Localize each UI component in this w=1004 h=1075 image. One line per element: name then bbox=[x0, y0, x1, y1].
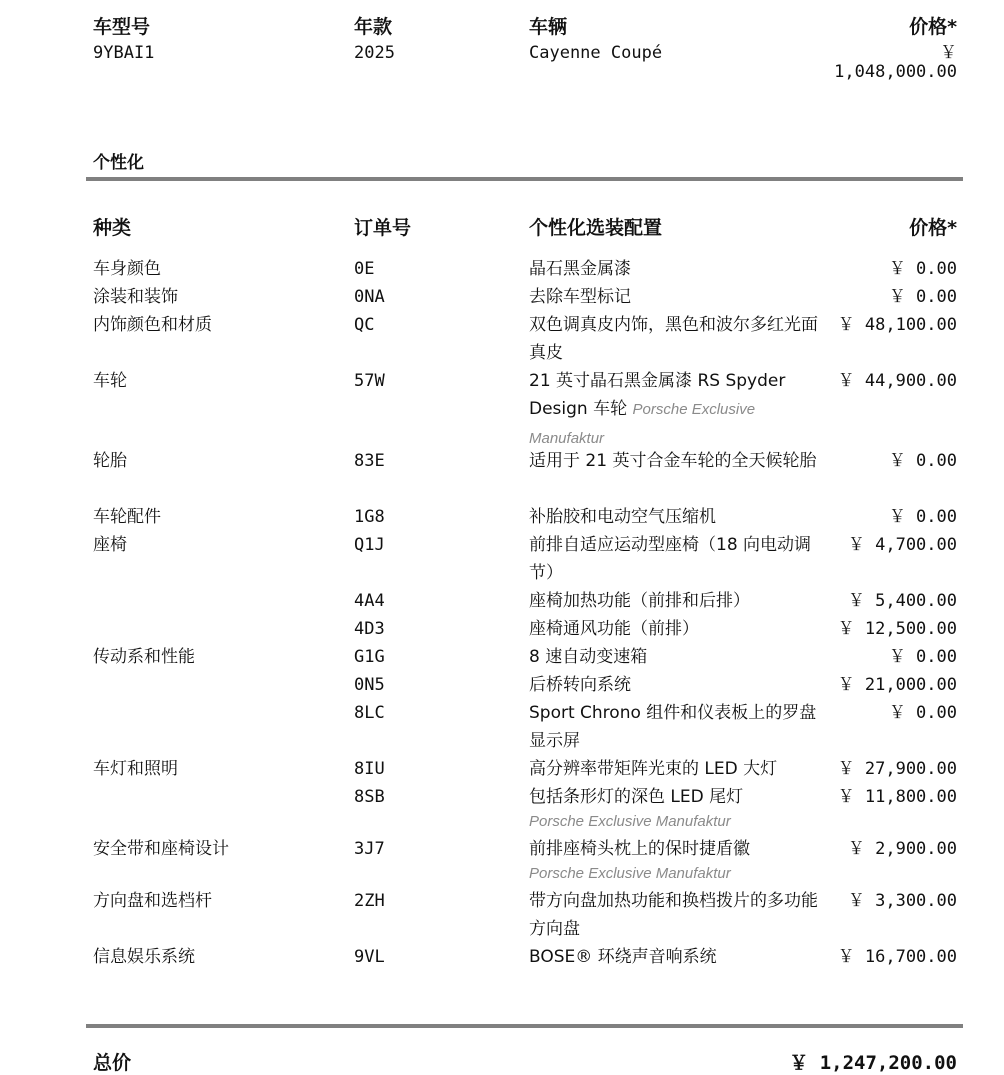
row-code: QC bbox=[354, 315, 375, 335]
row-note: Porsche Exclusive Manufaktur bbox=[529, 865, 731, 882]
vehicle-name: Cayenne Coupé bbox=[529, 43, 663, 63]
row-description: 座椅加热功能（前排和后排） bbox=[529, 591, 750, 611]
model-code-header: 车型号 bbox=[93, 16, 151, 38]
row-price: ￥ 16,700.00 bbox=[837, 947, 957, 967]
row-code: 1G8 bbox=[354, 507, 385, 527]
row-price: ￥ 5,400.00 bbox=[847, 591, 957, 611]
base-price: 1,048,000.00 bbox=[834, 62, 957, 82]
option-column-header: 个性化选装配置 bbox=[529, 217, 663, 239]
row-note: Porsche Exclusive Manufaktur bbox=[529, 813, 731, 830]
row-category: 车轮 bbox=[93, 371, 127, 391]
row-description: 后桥转向系统 bbox=[529, 675, 631, 695]
row-price: ￥ 0.00 bbox=[888, 647, 957, 667]
model-year: 2025 bbox=[354, 43, 395, 63]
row-description: Sport Chrono 组件和仪表板上的罗盘显示屏 bbox=[529, 703, 817, 751]
row-price: ￥ 11,800.00 bbox=[837, 787, 957, 807]
order-number-column-header: 订单号 bbox=[354, 217, 412, 239]
row-category: 车轮配件 bbox=[93, 507, 161, 527]
row-price: ￥ 4,700.00 bbox=[847, 535, 957, 555]
section-divider bbox=[86, 177, 963, 181]
row-price: ￥ 0.00 bbox=[888, 703, 957, 723]
row-price: ￥ 3,300.00 bbox=[847, 891, 957, 911]
price-column-header: 价格* bbox=[909, 217, 957, 239]
row-category: 内饰颜色和材质 bbox=[93, 315, 212, 335]
row-description: 高分辨率带矩阵光束的 LED 大灯 bbox=[529, 759, 778, 779]
row-code: 57W bbox=[354, 371, 385, 391]
row-note: Porsche Exclusive Manufaktur bbox=[529, 401, 756, 447]
row-code: 8SB bbox=[354, 787, 385, 807]
row-code: 83E bbox=[354, 451, 385, 471]
row-description: 晶石黑金属漆 bbox=[529, 259, 631, 279]
model-year-header: 年款 bbox=[354, 16, 393, 38]
row-category: 轮胎 bbox=[93, 451, 127, 471]
row-price: ￥ 0.00 bbox=[888, 451, 957, 471]
row-code: 3J7 bbox=[354, 839, 385, 859]
row-description: 座椅通风功能（前排） bbox=[529, 619, 699, 639]
row-price: ￥ 0.00 bbox=[888, 259, 957, 279]
base-price-currency: ￥ bbox=[940, 43, 957, 63]
row-description: BOSE® 环绕声音响系统 bbox=[529, 947, 717, 967]
row-description: 前排座椅头枕上的保时捷盾徽 bbox=[529, 839, 750, 859]
row-description-block bbox=[529, 783, 825, 833]
row-category: 信息娱乐系统 bbox=[93, 947, 195, 967]
total-price: ￥ 1,247,200.00 bbox=[789, 1052, 957, 1074]
row-description: 补胎胶和电动空气压缩机 bbox=[529, 507, 716, 527]
row-category: 座椅 bbox=[93, 535, 127, 555]
category-column-header: 种类 bbox=[93, 217, 132, 239]
row-code: 4D3 bbox=[354, 619, 385, 639]
row-code: 0N5 bbox=[354, 675, 385, 695]
row-price: ￥ 27,900.00 bbox=[837, 759, 957, 779]
row-category: 涂装和装饰 bbox=[93, 287, 178, 307]
row-price: ￥ 0.00 bbox=[888, 287, 957, 307]
row-code: 2ZH bbox=[354, 891, 385, 911]
row-price: ￥ 21,000.00 bbox=[837, 675, 957, 695]
row-price: ￥ 0.00 bbox=[888, 507, 957, 527]
row-description: 前排自适应运动型座椅（18 向电动调节） bbox=[529, 535, 812, 583]
row-code: G1G bbox=[354, 647, 385, 667]
section-title: 个性化 bbox=[93, 153, 144, 173]
row-description: 带方向盘加热功能和换档拨片的多功能方向盘 bbox=[529, 891, 818, 939]
row-description-block bbox=[529, 367, 825, 453]
row-category: 车身颜色 bbox=[93, 259, 161, 279]
row-description-block bbox=[529, 835, 825, 885]
row-code: Q1J bbox=[354, 535, 385, 555]
row-price: ￥ 12,500.00 bbox=[837, 619, 957, 639]
row-description: 去除车型标记 bbox=[529, 287, 631, 307]
row-description: 双色调真皮内饰，黑色和波尔多红光面真皮 bbox=[529, 315, 818, 363]
row-code: 8LC bbox=[354, 703, 385, 723]
row-category: 安全带和座椅设计 bbox=[93, 839, 229, 859]
row-price: ￥ 44,900.00 bbox=[837, 371, 957, 391]
row-category: 方向盘和选档杆 bbox=[93, 891, 212, 911]
row-code: 0NA bbox=[354, 287, 385, 307]
row-category: 传动系和性能 bbox=[93, 647, 195, 667]
row-description: 8 速自动变速箱 bbox=[529, 647, 648, 667]
row-code: 4A4 bbox=[354, 591, 385, 611]
row-code: 8IU bbox=[354, 759, 385, 779]
row-code: 0E bbox=[354, 259, 375, 279]
row-price: ￥ 48,100.00 bbox=[837, 315, 957, 335]
total-label: 总价 bbox=[93, 1052, 132, 1074]
row-price: ￥ 2,900.00 bbox=[847, 839, 957, 859]
row-code: 9VL bbox=[354, 947, 385, 967]
vehicle-header: 车辆 bbox=[529, 16, 568, 38]
row-category: 车灯和照明 bbox=[93, 759, 178, 779]
model-code: 9YBAI1 bbox=[93, 43, 155, 63]
row-description: 21 英寸晶石黑金属漆 RS Spyder Design 车轮 bbox=[529, 371, 786, 419]
price-header: 价格* bbox=[909, 16, 957, 38]
row-description: 适用于 21 英寸合金车轮的全天候轮胎 bbox=[529, 451, 817, 471]
row-description: 包括条形灯的深色 LED 尾灯 bbox=[529, 787, 744, 807]
total-divider bbox=[86, 1024, 963, 1028]
